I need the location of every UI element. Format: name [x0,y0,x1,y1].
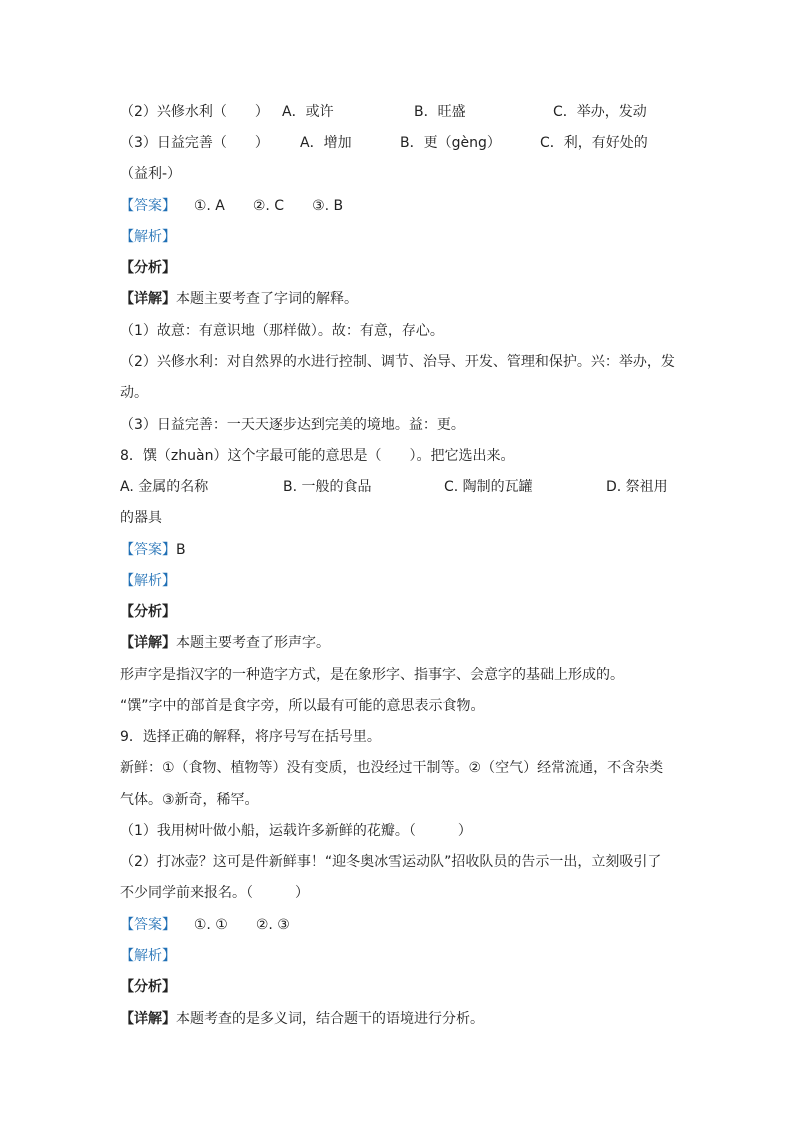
q7-fenxi-tag: 【分析】 [120,260,176,276]
q9-sentence-2: （2）打冰壶？这可是件新鲜事！“迎冬奥冰雪运动队”招收队员的告示一出，立刻吸引了 [120,854,662,870]
answer-tag: 【答案】 [120,198,176,214]
q9-definition: 新鲜：①（食物、植物等）没有变质，也没经过干制等。②（空气）经常流通，不含杂类 [120,760,664,776]
q7-item3-option-a: A．增加 [300,135,352,151]
detail-tag: 【详解】 [120,635,176,651]
q7-item3-option-c: C．利，有好处的 [540,135,648,151]
q9-sentence-1: （1）我用树叶做小船，运载许多新鲜的花瓣。（ ） [120,823,472,839]
q8-fenxi-tag: 【分析】 [120,604,176,620]
q8-option-c: C. 陶制的瓦罐 [444,479,533,495]
q7-explanation-3: （3）日益完善：一天天逐步达到完美的境地。益：更。 [120,417,465,433]
answer-tag: 【答案】 [120,542,176,558]
q7-item3-option-b: B．更（gèng） [400,135,501,151]
q7-item2-option-b: B．旺盛 [414,104,466,120]
detail-tag: 【详解】 [120,1011,176,1027]
q9-stem: 9．选择正确的解释，将序号写在括号里。 [120,729,381,745]
q8-detail: 本题主要考查了形声字。 [176,635,330,651]
q8-option-d: D. 祭祖用 [606,479,668,495]
q7-answer-line [120,196,343,216]
q7-item2-option-a: A．或许 [282,104,334,120]
q8-answer-line [120,540,186,560]
q7-item2-stem: （2）兴修水利（ ） [120,104,269,120]
q8-paragraph-2: “馔”字中的部首是食字旁，所以最有可能的意思表示食物。 [120,698,485,714]
q7-explanation-1: （1）故意：有意识地（那样做）。故：有意，存心。 [120,323,444,339]
q7-jiexi-tag: 【解析】 [120,229,176,245]
q9-detail-line [120,1009,484,1029]
q7-detail: 本题主要考查了字词的解释。 [176,291,358,307]
q7-answer: ①. A ②. C ③. B [193,198,344,214]
q8-stem: 8．馔（zhuàn）这个字最可能的意思是（ ）。把它选出来。 [120,448,515,464]
q7-item3-stem: （3）日益完善（ ） [120,135,269,151]
q7-detail-line [120,289,358,309]
q8-answer: B [176,542,186,558]
q9-jiexi-tag: 【解析】 [120,948,176,964]
q9-answer: ①. ① ②. ③ [193,917,290,933]
q8-detail-line [120,633,330,653]
q8-option-b: B. 一般的食品 [283,479,372,495]
q8-jiexi-tag: 【解析】 [120,573,176,589]
q7-explanation-2: （2）兴修水利：对自然界的水进行控制、调节、治导、开发、管理和保护。兴：举办，发 [120,354,675,370]
q7-item3-continuation: （益利-） [120,166,182,182]
q9-definition-cont: 气体。③新奇，稀罕。 [120,792,259,808]
q7-item2-option-c: C．举办，发动 [553,104,647,120]
q8-option-a: A. 金属的名称 [120,479,209,495]
q9-answer-line [120,915,290,935]
q8-paragraph-1: 形声字是指汉字的一种造字方式，是在象形字、指事字、会意字的基础上形成的。 [120,667,624,683]
answer-tag: 【答案】 [120,917,176,933]
q8-option-d-cont: 的器具 [120,510,162,526]
q9-fenxi-tag: 【分析】 [120,979,176,995]
q9-detail: 本题考查的是多义词，结合题干的语境进行分析。 [176,1011,484,1027]
q9-sentence-2-cont: 不少同学前来报名。（ ） [120,885,309,901]
detail-tag: 【详解】 [120,291,176,307]
q7-explanation-2-cont: 动。 [120,385,148,401]
